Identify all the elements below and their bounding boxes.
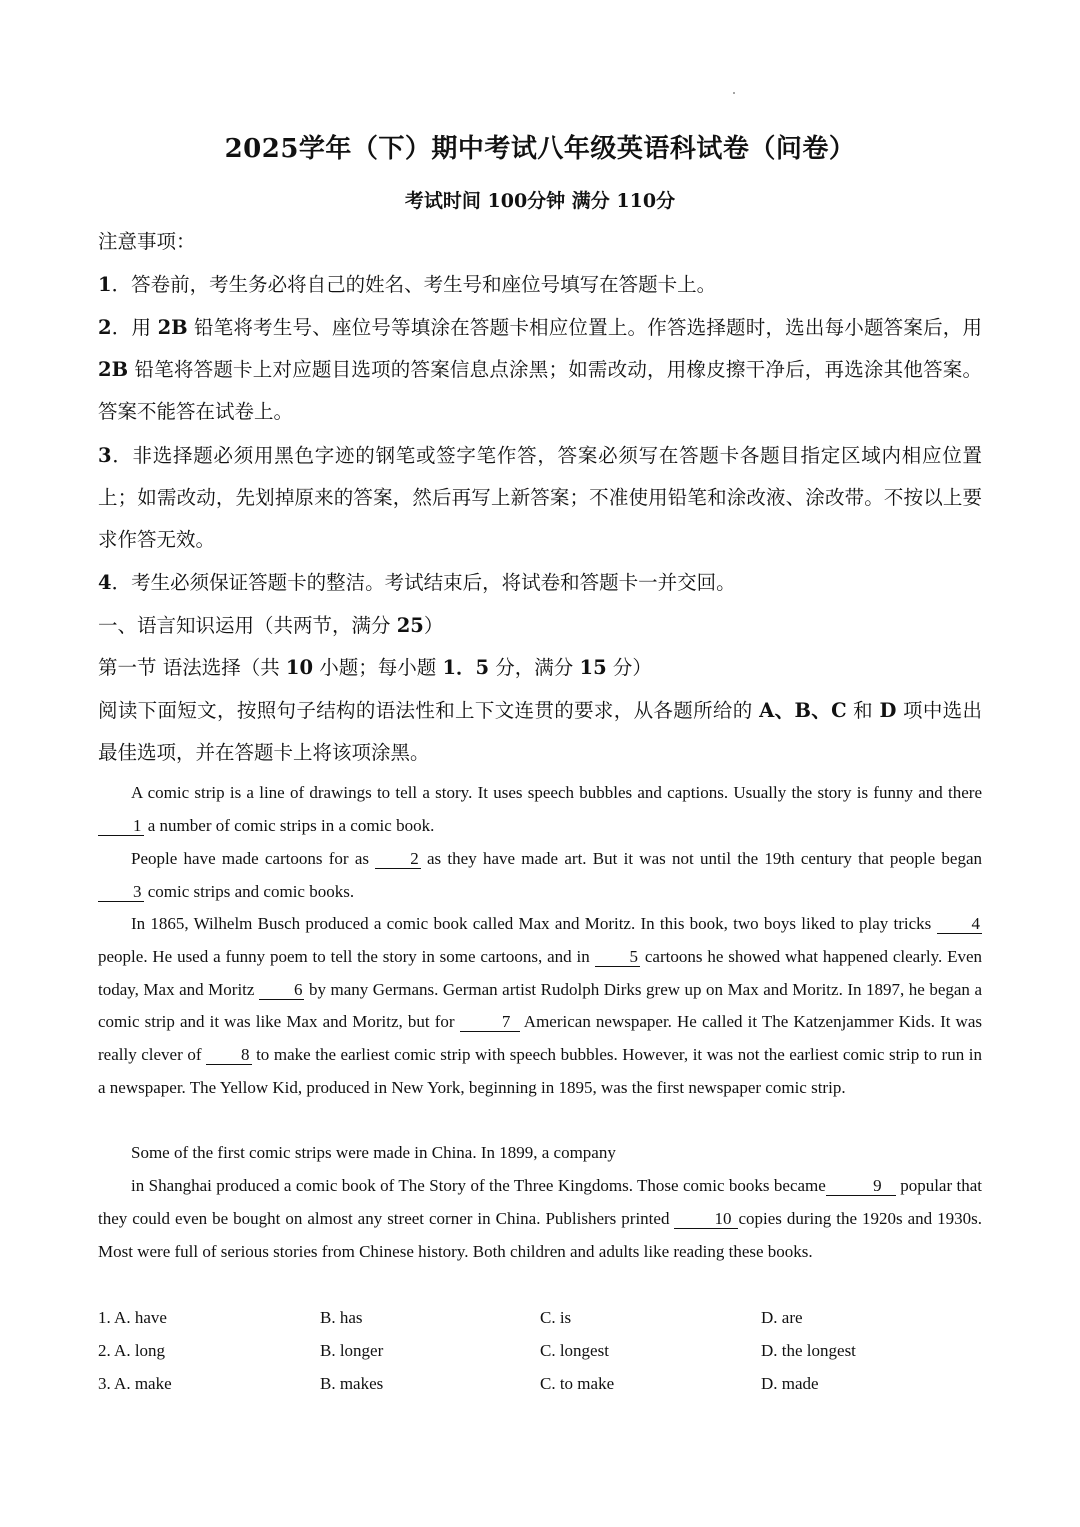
passage-paragraph-1 <box>98 777 982 843</box>
notice-item-2 <box>98 307 982 433</box>
notice-item-4 <box>98 562 982 604</box>
notice-item-3 <box>98 435 982 561</box>
q2-option-c: C. longest <box>540 1340 609 1360</box>
blank-1: 1 <box>98 817 144 836</box>
section1-instructions <box>98 690 982 774</box>
q2-option-a: 2. A. long <box>98 1340 166 1360</box>
section1-text-b: 小题；每小题 <box>313 656 443 679</box>
section1-text-c: 分，满分 <box>489 656 580 679</box>
notice-item-2-text-a: ．用 <box>111 316 158 339</box>
blank-6: 6 <box>259 981 305 1000</box>
section1-text-a: 第一节 语法选择（共 <box>98 656 286 679</box>
q2-option-b: B. longer <box>320 1340 384 1360</box>
p3-text-a: In 1865, Wilhelm Busch produced a comic book called Max and Moritz. In this book, two boys liked to play tricks <box>131 914 937 933</box>
notice-item-2-text-b: 铅笔将考生号、座位号等填涂在答题卡相应位置上。作答选择题时，选出每小题答案后，用 <box>187 316 982 339</box>
q1-option-d: D. are <box>761 1308 803 1327</box>
passage-paragraph-3 <box>98 908 982 1105</box>
notice-item-1-text: ．答卷前，考生务必将自己的姓名、考生号和座位号填写在答题卡上。 <box>111 273 717 296</box>
part1-score: 25 <box>396 614 424 637</box>
p2-text-c: comic strips and comic books. <box>143 881 355 901</box>
notice-item-3-text: ．非选择题必须用黑色字迹的钢笔或签字笔作答，答案必须写在答题卡各题目指定区域内相应位置上；如需改动，先划掉原来的答案，然后再写上新答案；不准使用铅笔和涂改液、涂改带。不按以上要求作答无效。 <box>98 444 982 551</box>
part1-heading-close: ） <box>423 614 444 637</box>
notice-item-4-text: ．考生必须保证答题卡的整洁。考试结束后，将试卷和答题卡一并交回。 <box>111 571 736 594</box>
blank-9: 9 <box>826 1177 896 1196</box>
p3-text-c: cartoons he showed what happened clearly. Even today, Max and Moritz <box>98 946 982 999</box>
p3-text-b: people. He used a funny poem to tell the story in some cartoons, and in <box>98 946 595 966</box>
q3-option-c: C. to make <box>540 1373 615 1393</box>
p4-text-a: in Shanghai produced a comic book of The Story of the Three Kingdoms. Those comic books became <box>131 1176 826 1195</box>
instructions-text-a: 阅读下面短文，按照句子结构的语法性和上下文连贯的要求，从各题所给的 <box>98 699 760 722</box>
q3-option-a: 3. A. make <box>98 1373 172 1393</box>
q1-option-c: C. is <box>540 1308 572 1327</box>
instructions-letters: A、B、C <box>759 699 847 722</box>
section1-heading <box>98 647 982 689</box>
p1-text-b: a number of comic strips in a comic book. <box>143 815 435 835</box>
blank-3: 3 <box>98 883 144 902</box>
blank-8: 8 <box>206 1046 252 1065</box>
section1-count: 10 <box>285 656 314 679</box>
part1-heading-text: 一、语言知识运用（共两节，满分 <box>98 614 397 637</box>
scan-speck <box>733 92 735 94</box>
p2-text-a: People have made cartoons for as <box>131 849 376 868</box>
section1-each-score: 1．5 <box>442 656 490 679</box>
q3-option-d: D. made <box>761 1373 819 1393</box>
q2-option-d: D. the longest <box>761 1340 856 1360</box>
p1-text-a: A comic strip is a line of drawings to tell a story. It uses speech bubbles and captions. Usually the story is funny and there <box>131 783 982 802</box>
section1-total-score: 15 <box>579 656 607 679</box>
exam-duration-score: 考试时间 100分钟 满分 110分 <box>404 190 676 212</box>
notice-item-2-pencil-a: 2B <box>157 316 188 339</box>
blank-7: 7 <box>460 1013 520 1032</box>
question-3-options <box>98 1368 982 1401</box>
instructions-letter-d: D <box>879 699 897 722</box>
options-list <box>98 1302 982 1400</box>
section1-text-d: 分） <box>606 656 652 679</box>
q3-option-b: B. makes <box>320 1373 384 1393</box>
passage-paragraph-2 <box>98 843 982 909</box>
blank-5: 5 <box>595 948 641 967</box>
instructions-text-c: 项中选出最佳选项，并在答题卡上将该项涂黑。 <box>98 699 982 764</box>
passage-paragraph-4-line-1: Some of the first comic strips were made in China. In 1899, a company <box>131 1143 616 1162</box>
part1-heading <box>98 605 982 647</box>
p3-text-e: American newspaper. He called it The Katzenjammer Kids. It was really clever of <box>98 1012 982 1065</box>
blank-2: 2 <box>375 850 421 869</box>
p3-text-d: by many Germans. German artist Rudolph Dirks grew up on Max and Moritz. In 1897, he began a comic strip and it was like Max and Moritz, but for <box>98 979 982 1032</box>
notice-item-2-pencil-b: 2B <box>98 358 129 381</box>
p4-text-b: popular that they could even be bought on almost any street corner in China. Publishers printed <box>98 1176 983 1228</box>
notice-item-3-number: 3 <box>98 444 112 467</box>
q1-option-a: 1. A. have <box>98 1308 167 1327</box>
passage-paragraph-4 <box>98 1170 982 1268</box>
q1-option-b: B. has <box>320 1308 363 1327</box>
p2-text-b: as they have made art. But it was not until the 19th century that people began <box>420 849 983 868</box>
question-2-options <box>98 1335 982 1368</box>
p4-text-c: copies during the 1920s and 1930s. Most were full of serious stories from Chinese history. Both children and adults like reading these books. <box>98 1208 982 1261</box>
notice-item-1-number: 1 <box>98 273 112 296</box>
notice-item-2-text-c: 铅笔将答题卡上对应题目选项的答案信息点涂黑；如需改动，用橡皮擦干净后，再选涂其他答案。答案不能答在试卷上。 <box>98 358 982 423</box>
notice-item-1 <box>98 264 982 306</box>
notice-heading: 注意事项： <box>98 230 196 253</box>
page-title: 2025学年（下）期中考试八年级英语科试卷（问卷） <box>224 134 856 164</box>
p3-text-f: to make the earliest comic strip with speech bubbles. However, it was not the earliest comic strip to run in a newspaper. The Yellow Kid, produced in New York, beginning in 1895, was the first newspaper comic strip. <box>98 1045 982 1097</box>
instructions-text-b: 和 <box>846 699 880 722</box>
question-1-options <box>98 1302 982 1335</box>
notice-item-4-number: 4 <box>98 571 112 594</box>
blank-4: 4 <box>937 915 983 934</box>
notice-item-2-number: 2 <box>98 316 112 339</box>
blank-10: 10 <box>674 1210 738 1229</box>
